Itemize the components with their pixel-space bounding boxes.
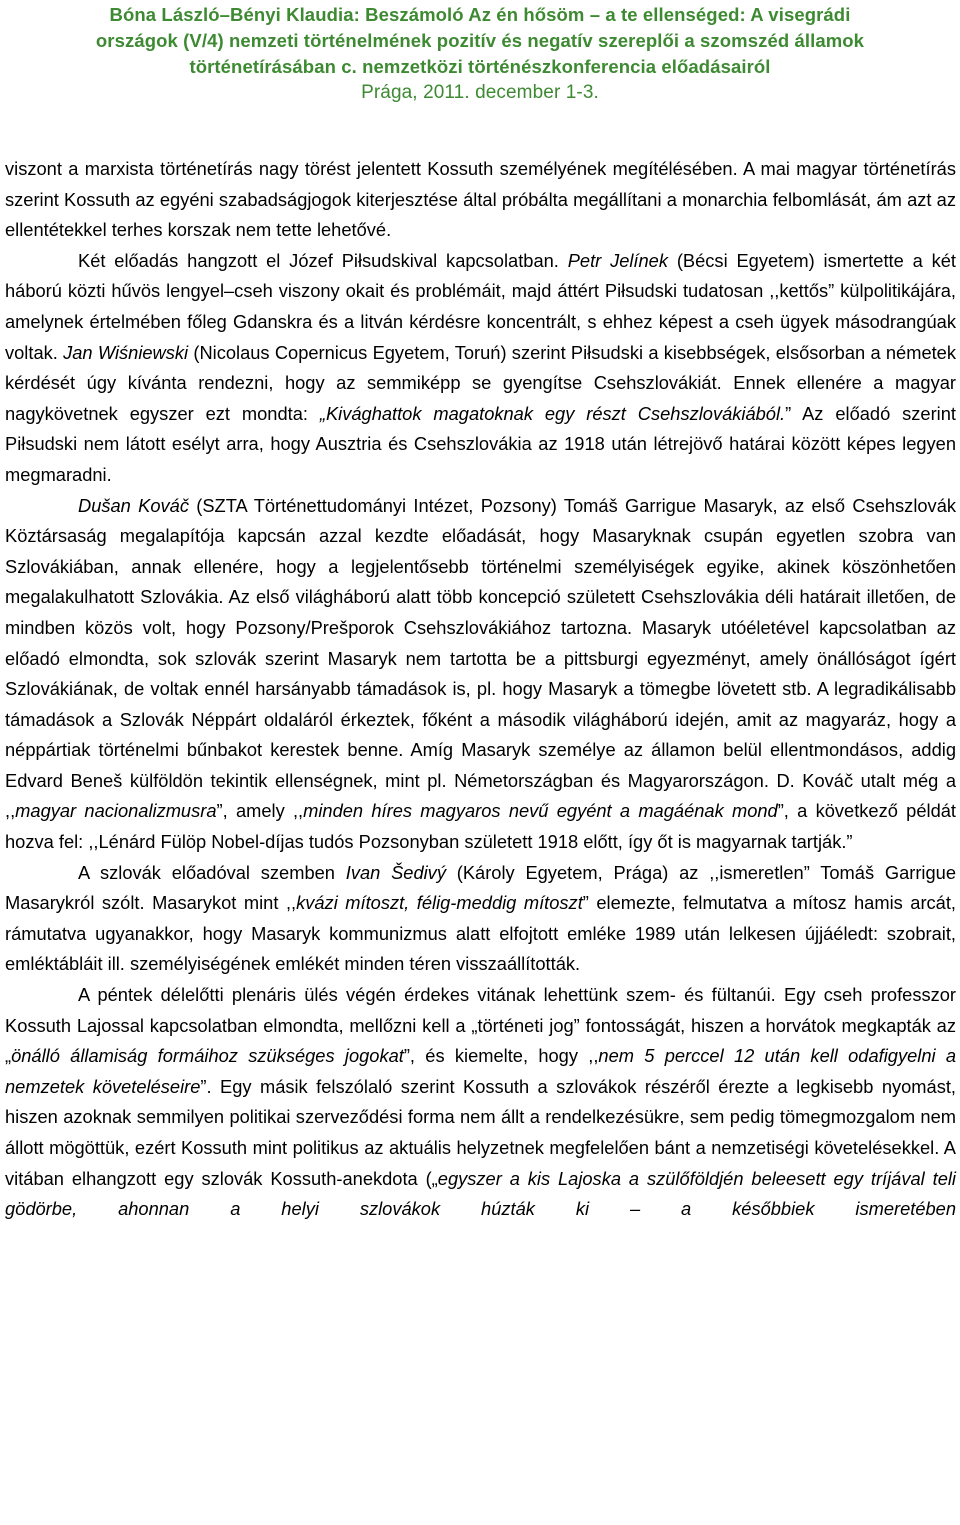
paragraph-text: Két előadás hangzott el Józef Piłsudskival kapcsolatban. [78,249,568,271]
header-title-line-1: Bóna László–Bényi Klaudia: Beszámoló Az én hősöm – a te ellenséged: A visegrádi [109,4,851,25]
quotation: „Kivághattok magatoknak egy részt Csehszlovákiából. [319,402,786,424]
document-header [0,0,960,106]
paragraph-text: ”, amely ,, [216,800,304,822]
paragraph-text: ”, és kiemelte, hogy ,, [403,1045,599,1067]
header-title-line-2: országok (V/4) nemzeti történelmének pozitív és negatív szereplői a szomszéd államok [95,30,865,51]
paragraph-kossuth-historiography: viszont a marxista történetírás nagy törést jelentett Kossuth személyének megítélésében. A mai magyar történetírás szerint Kossuth az egyéni szabadságjogok kiterjesztése által próbálta megállítani a monarchia felbomlását, ám azt az ellentétekkel terhes korszak nem tette lehetővé. [5,158,956,241]
paragraph-text: ” elemezte, felmutatva a mítosz hamis arcát, rámutatva ugyanakkor, hogy Masaryk kommunizmus alatt elfojtott emléke 1989 után lelkesen újjáéledt: szobrait, emléktábláit ill. személyiségének emlékét minden téren visszaállították. [5,892,956,975]
paragraph-text: ”, a következő példát hozva fel: ,,Lénárd Fülöp Nobel-díjas tudós Pozsonyban született 1918 előtt, így őt is magyarnak tartják.” [5,800,956,853]
document-body [5,154,956,1225]
speaker-name: Petr Jelínek [567,249,668,271]
quotation: kvázi mítoszt, félig-meddig mítoszt [296,892,583,914]
quotation: minden híres magyaros nevű egyént a magáénak mond [303,800,778,822]
paragraph-text: ” Az előadó szerint Piłsudski nem látott esélyt arra, hogy Ausztria és Csehszlovákia az 1918 után létrejövő határai között képes legyen megmaradni. [5,402,956,485]
header-title-line-3: történetírásában c. nemzetközi történészkonferencia előadásairól [189,56,771,77]
header-place-date: Prága, 2011. december 1-3. [361,82,599,103]
paragraph-pilsudski [5,246,956,491]
speaker-name: Ivan Šedivý [345,861,446,883]
quotation: egyszer a kis Lajoska a szülőföldjén beleesett egy tríjával teli gödörbe, ahonnan a helyi szlovákok húzták ki – a későbbiek ismeretében [5,1167,956,1220]
paragraph-masaryk-kovac [5,491,956,858]
quotation: önálló államiság formáihoz szükséges jogokat [11,1045,404,1067]
speaker-name: Dušan Kováč [78,494,189,516]
paragraph-text: A péntek délelőtti plenáris ülés végén érdekes vitának lehettünk szem- és fültanúi. Egy cseh professzor Kossuth Lajossal kapcsolatban elmondta, mellőzni kell a „történeti jog” fontosságát, hiszen a horvátok megkapták az „ [5,984,956,1067]
paragraph-masaryk-sedivy [5,858,956,980]
quotation: magyar nacionalizmusra [15,800,217,822]
paragraph-text: (SZTA Történettudományi Intézet, Pozsony) Tomáš Garrigue Masaryk, az első Csehszlovák Köztársaság megalapítója kapcsán azzal kezdte előadását, hogy Masaryknak csupán egyetlen szobra van Szlovákiában, annak ellenére, hogy a legjelentősebb történelmi személyiségek egyike, akinek köszönhetően megalakulhatott Szlovákia. Az első világháború alatt több koncepció született Csehszlovákia déli határait illetően, de mindben közös volt, hogy Pozsony/Prešporok Csehszlovákiához tartozna. Masaryk utóéletével kapcsolatban az előadó elmondta, sok szlovák szerint Masaryk nem tartotta be a pittsburgi egyezményt, amely önállóságot ígért Szlovákiának, de voltak ennél harsányabb támadások is, pl. hogy Masaryk a tömegbe lövetett stb. A legradikálisabb támadások a Szlovák Néppárt oldaláról érkeztek, főként a második világháború idején, amit az magyaráz, hogy a néppártiak történelmi bűnbakot kerestek benne. Amíg Masaryk személye az államon belül ellentmondásos, addig Edvard Beneš külföldön tekintik ellenségnek, mint pl. Németországban és Magyarországon. D. Kováč utalt még a ,, [5,494,957,822]
paragraph-text: ”. Egy másik felszólaló szerint Kossuth a szlovákok részéről érezte a legkisebb nyomást, hiszen azoknak semmilyen politikai szerveződési forma nem állt a rendelkezésükre, sem pedig tömegmozgalom nem állott mögöttük, ezért Kossuth mint politikus az aktuális helyzetnek megfelelően bánt a nemzetiségi követelésekkel. A vitában elhangzott egy szlovák Kossuth-anekdota („ [5,1075,956,1189]
paragraph-text: (Károly Egyetem, Prága) az ,,ismeretlen” Tomáš Garrigue Masarykról szólt. Masarykot mint ,, [5,861,956,914]
paragraph-text: A szlovák előadóval szemben [78,861,346,883]
quotation: nem 5 perccel 12 után kell odafigyelni a nemzetek követeléseire [5,1045,957,1097]
paragraph-text: (Bécsi Egyetem) ismertette a két háború közti hűvös lengyel–cseh viszony okait és problémáit, majd áttért Piłsudski tudatosan ,,kettős” külpolitikájára, amelynek értelmében főleg Gdanskra és a litván kérdésre koncentrált, s ehhez képest a cseh ügyek másodrangúak voltak. [5,249,957,363]
paragraph-text: (Nicolaus Copernicus Egyetem, Toruń) szerint Piłsudski a kisebbségek, elsősorban a németek kérdését úgy kívánta rendezni, hogy az semmiképp se gyengítse Csehszlovákiát. Ennek ellenére a magyar nagykövetnek egyszer ezt mondta: [5,341,956,424]
speaker-name: Jan Wiśniewski [63,341,189,363]
paragraph-plenary-debate [5,980,956,1225]
